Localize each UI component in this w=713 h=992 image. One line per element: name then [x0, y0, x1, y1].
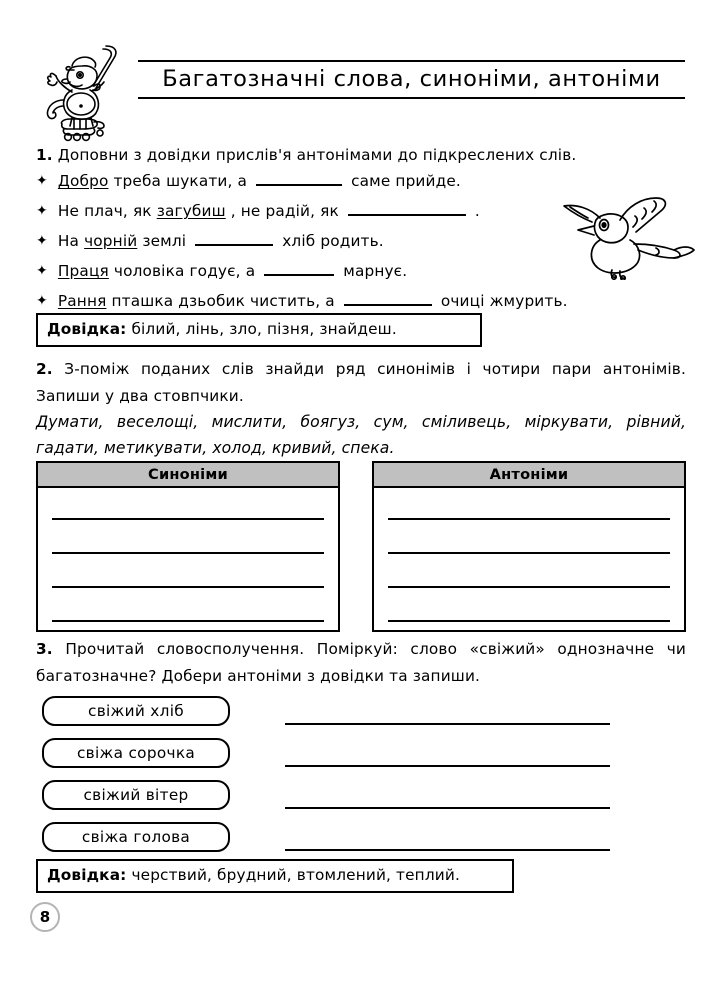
reference-box-1: [36, 313, 482, 347]
exercise-1-instruction-text: Доповни з довідки прислів'я антонімами до підкреслених слів.: [57, 146, 577, 164]
proverb-text-middle: , не радій, як: [230, 202, 344, 220]
phrase-pill-2[interactable]: свіжа сорочка: [42, 738, 230, 768]
exercise-2-instruction: [36, 356, 686, 410]
exercise-2-word-list: Думати, веселощі, мислити, боягуз, сум, смiливець, мiркувати, рівний, гадати, метикувати, холод, кривий, спека.: [36, 413, 686, 457]
underlined-word: Рання: [57, 292, 107, 310]
writing-line[interactable]: [388, 518, 670, 520]
proverb-text-after: марнує.: [343, 262, 408, 280]
reference-words: черствий, брудний, втомлений, теплий.: [131, 866, 460, 884]
exercise-1-number: 1.: [36, 146, 53, 164]
proverb-text-middle: землі: [142, 232, 192, 250]
proverb-row-3: [36, 231, 384, 252]
answer-blank[interactable]: [264, 262, 334, 276]
proverb-row-4: [36, 261, 407, 282]
proverb-text-after: очиці жмурить.: [440, 292, 568, 310]
antonyms-table: [372, 461, 686, 632]
phrase-pill-4[interactable]: свіжа голова: [42, 822, 230, 852]
exercise-2-number: 2.: [36, 360, 53, 378]
exercise-3-instruction-text: Прочитай словосполучення. Поміркуй: слово «свіжий» однозначне чи багатозначне? Добери антоніми з довідки та запиши.: [36, 640, 686, 685]
antonyms-table-header: Антоніми: [374, 463, 684, 488]
answer-blank[interactable]: [344, 292, 432, 306]
answer-line-1[interactable]: [285, 723, 610, 725]
cartoon-character-on-roller-skates-icon: [34, 38, 138, 142]
underlined-word: Праця: [57, 262, 109, 280]
writing-line[interactable]: [388, 586, 670, 588]
writing-line[interactable]: [388, 620, 670, 622]
reference-box-2: [36, 859, 514, 893]
exercise-1-instruction: [36, 142, 686, 169]
sparkle-bullet-icon: ✦: [36, 203, 48, 219]
flying-bird-icon: [556, 192, 706, 280]
proverb-text-before: Не плач, як: [57, 202, 157, 220]
reference-words: білий, лінь, зло, пізня, знайдеш.: [131, 320, 397, 338]
underlined-word: чорній: [84, 232, 138, 250]
phrase-pill-1[interactable]: свіжий хліб: [42, 696, 230, 726]
proverb-text-middle: треба шукати, а: [113, 172, 253, 190]
proverb-row-1: [36, 171, 461, 192]
answer-blank[interactable]: [256, 172, 342, 186]
proverb-text-after: .: [474, 202, 480, 220]
underlined-word: Добро: [57, 172, 109, 190]
synonyms-table-body[interactable]: [38, 488, 338, 620]
page-title: Багатозначні слова, синоніми, антоніми: [162, 66, 661, 92]
answer-blank[interactable]: [195, 232, 273, 246]
proverb-text-after: хліб родить.: [282, 232, 384, 250]
synonyms-table: [36, 461, 340, 632]
proverb-row-2: [36, 201, 480, 222]
underlined-word: загубиш: [156, 202, 226, 220]
page-number: 8: [30, 902, 60, 932]
proverb-text-before: На: [57, 232, 85, 250]
writing-line[interactable]: [52, 518, 324, 520]
proverb-row-5: [36, 291, 568, 312]
answer-line-3[interactable]: [285, 807, 610, 809]
page-header: [30, 38, 685, 112]
proverb-text-middle: пташка дзьобик чистить, а: [111, 292, 340, 310]
synonyms-table-header: Синоніми: [38, 463, 338, 488]
exercise-3-number: 3.: [36, 640, 53, 658]
reference-label: Довідка:: [47, 866, 127, 884]
sparkle-bullet-icon: ✦: [36, 233, 48, 249]
exercise-3-instruction: [36, 636, 686, 690]
answer-blank[interactable]: [348, 202, 466, 216]
phrase-pill-3[interactable]: свіжий вітер: [42, 780, 230, 810]
answer-line-4[interactable]: [285, 849, 610, 851]
sparkle-bullet-icon: ✦: [36, 293, 48, 309]
proverb-text-middle: чоловіка годує, а: [113, 262, 261, 280]
sparkle-bullet-icon: ✦: [36, 173, 48, 189]
writing-line[interactable]: [388, 552, 670, 554]
proverb-text-after: саме прийде.: [351, 172, 461, 190]
sparkle-bullet-icon: ✦: [36, 263, 48, 279]
reference-label: Довідка:: [47, 320, 127, 338]
title-bottom-rule: [138, 97, 685, 99]
antonyms-table-body[interactable]: [374, 488, 684, 620]
writing-line[interactable]: [52, 586, 324, 588]
title-block: [138, 60, 685, 99]
writing-line[interactable]: [52, 620, 324, 622]
writing-line[interactable]: [52, 552, 324, 554]
answer-line-2[interactable]: [285, 765, 610, 767]
exercise-2-instruction-text: З-поміж поданих слів знайди ряд синонімів і чотири пари антонімів. Запиши у два стовпчики.: [36, 360, 686, 405]
